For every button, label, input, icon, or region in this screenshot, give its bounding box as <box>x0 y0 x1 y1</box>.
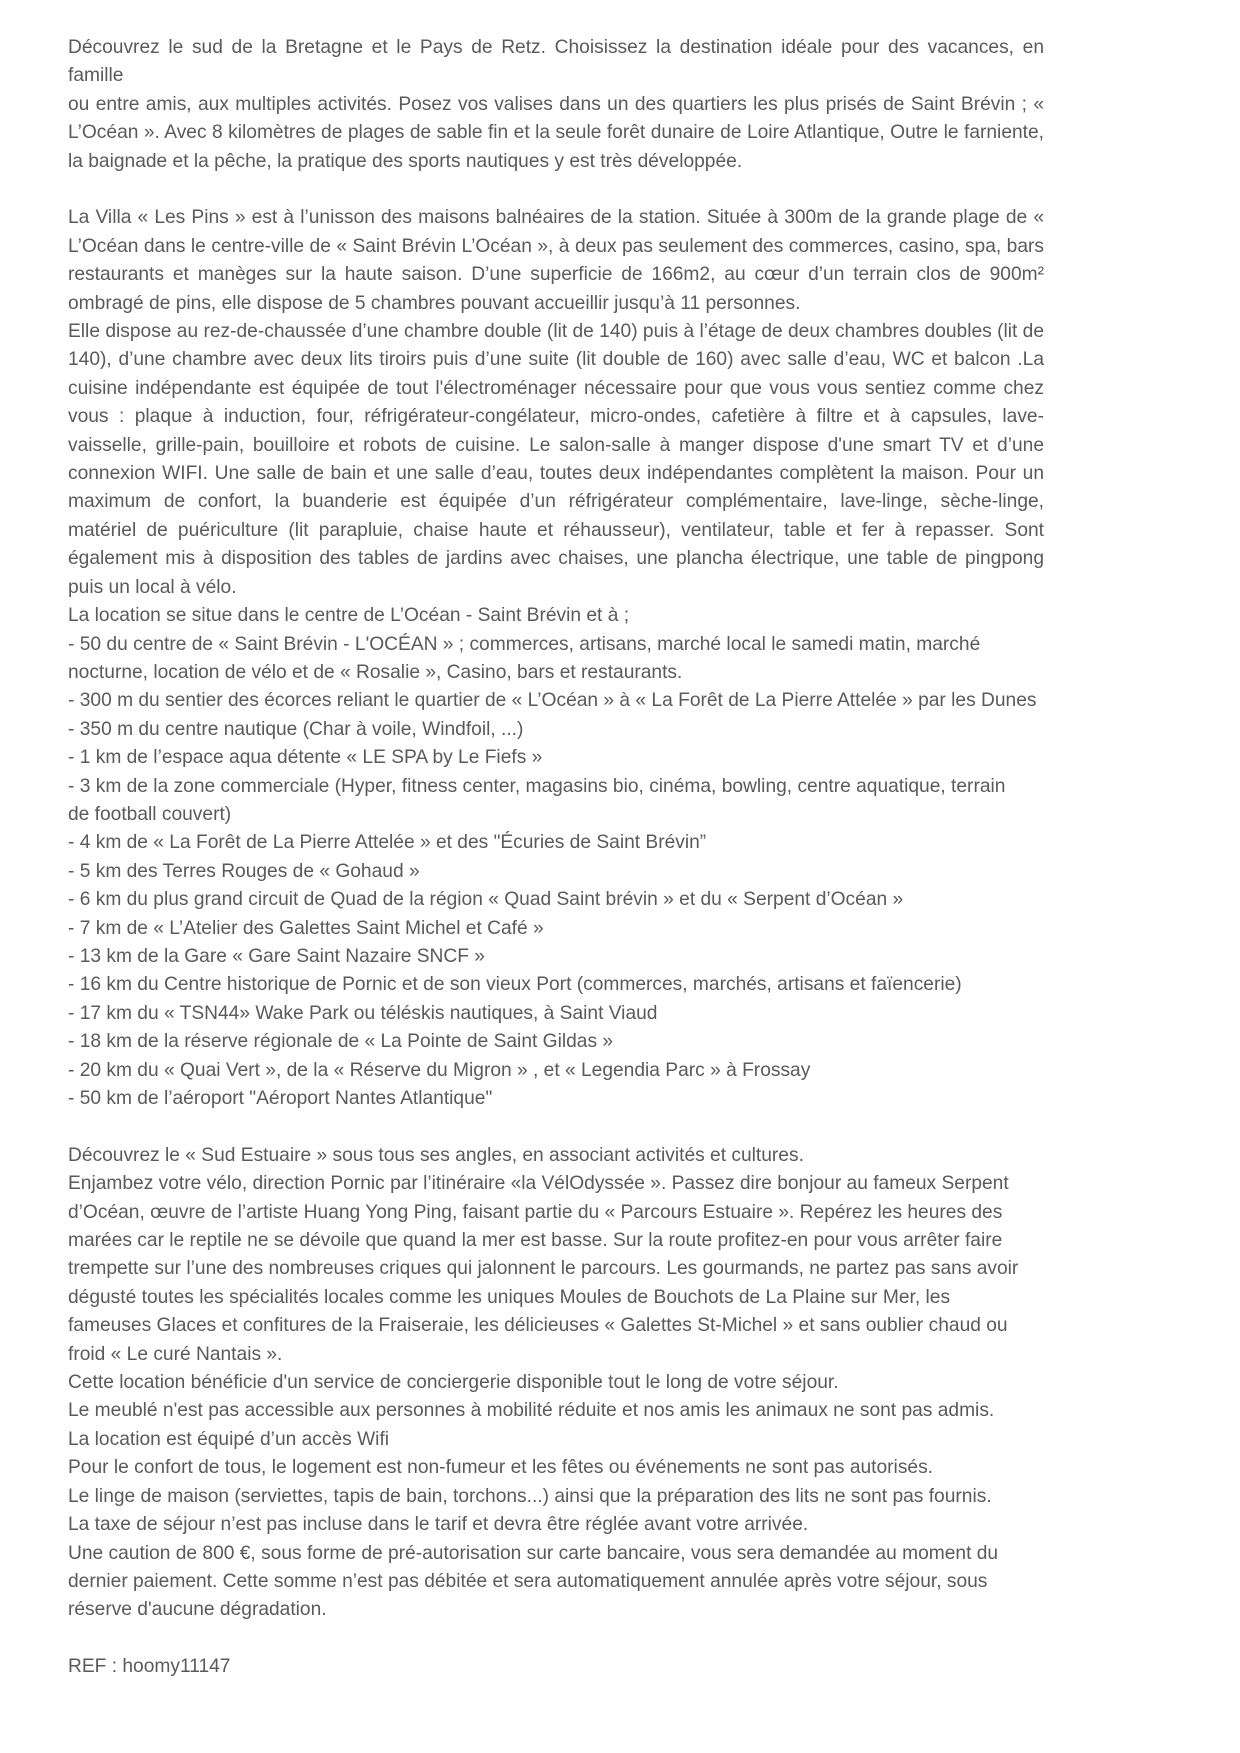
document-page <box>68 34 1044 1682</box>
text-line: également mis à disposition des tables de jardins avec chaises, une plancha électrique, une table de pingpong <box>68 548 1044 570</box>
wifi-line: La location est équipé d’un accès Wifi <box>68 1428 390 1450</box>
text-line: ou entre amis, aux multiples activités. Posez vos valises dans un des quartiers les plus prisés de Saint Brévin ; « <box>68 93 1044 115</box>
paragraph-gap <box>68 176 1044 204</box>
text-line: puis un local à vélo. <box>68 576 237 598</box>
text-line: la baignade et la pêche, la pratique des sports nautiques y est très développée. <box>68 150 743 172</box>
text-line: fameuses Glaces et confitures de la Fraiseraie, les délicieuses « Galettes St-Michel » et sans oublier chaud ou <box>68 1315 1008 1337</box>
distance-item: - 50 km de l’aéroport "Aéroport Nantes Atlantique" <box>68 1088 493 1110</box>
distance-item: - 4 km de « La Forêt de La Pierre Attelée » et des "Écuries de Saint Brévin” <box>68 832 707 854</box>
text-line: restaurants et manèges sur la haute saison. D’une superficie de 166m2, au cœur d’un terrain clos de 900m² <box>68 264 1044 286</box>
text-line: Découvrez le sud de la Bretagne et le Pays de Retz. Choisissez la destination idéale pour des vacances, en famille <box>68 37 1044 87</box>
intro-paragraph <box>68 34 1044 176</box>
paragraph-gap <box>68 1113 1044 1141</box>
distance-item: - 7 km de « L’Atelier des Galettes Saint Michel et Café » <box>68 917 544 939</box>
reference-paragraph <box>68 1653 1044 1681</box>
text-line: vous : plaque à induction, four, réfrigérateur-congélateur, micro-ondes, cafetière à filtre et à capsules, lave- <box>68 406 1044 428</box>
text-line: Enjambez votre vélo, direction Pornic par l’itinéraire «la VélOdyssée ». Passez dire bonjour au fameux Serpent <box>68 1173 1009 1195</box>
distance-item: - 300 m du sentier des écorces reliant le quartier de « L’Océan » à « La Forêt de La Pierre Attelée » par les Dunes <box>68 690 1037 712</box>
text-line: connexion WIFI. Une salle de bain et une salle d’eau, toutes deux indépendantes complètent la maison. Pour un <box>68 463 1044 485</box>
text-line: dégusté toutes les spécialités locales comme les uniques Moules de Bouchots de La Plaine sur Mer, les <box>68 1286 951 1308</box>
location-heading: La location se situe dans le centre de L’Océan - Saint Brévin et à ; <box>68 605 630 627</box>
rooms-paragraph <box>68 318 1044 602</box>
distance-item: - 5 km des Terres Rouges de « Gohaud » <box>68 860 420 882</box>
distance-item: - 16 km du Centre historique de Pornic et de son vieux Port (commerces, marchés, artisans et faïencerie) <box>68 974 962 996</box>
text-line: matériel de puériculture (lit parapluie, chaise haute et réhausseur), ventilateur, table et fer à repasser. Sont <box>68 519 1044 541</box>
deposit-line: Une caution de 800 €, sous forme de pré-autorisation sur carte bancaire, vous sera demandée au moment du <box>68 1542 999 1564</box>
text-line: L’Océan ». Avec 8 kilomètres de plages de sable fin et la seule forêt dunaire de Loire Atlantique, Outre le farniente, <box>68 122 1044 144</box>
text-line: Découvrez le « Sud Estuaire » sous tous ses angles, en associant activités et cultures. <box>68 1144 804 1166</box>
text-line: vaisselle, grille-pain, bouilloire et robots de cuisine. Le salon-salle à manger dispose d'une smart TV et d’une <box>68 434 1044 456</box>
location-section <box>68 602 1044 1113</box>
conciergerie-line: Cette location bénéficie d'un service de conciergerie disponible tout le long de votre séjour. <box>68 1372 839 1394</box>
text-line: L’Océan dans le centre-ville de « Saint Brévin L’Océan », à deux pas seulement des commerces, casino, spa, bars <box>68 235 1044 257</box>
distance-item: - 13 km de la Gare « Gare Saint Nazaire SNCF » <box>68 945 485 967</box>
linen-line: Le linge de maison (serviettes, tapis de bain, torchons...) ainsi que la préparation des lits ne sont pas fournis. <box>68 1485 992 1507</box>
text-line: maximum de confort, la buanderie est équipée d’un réfrigérateur complémentaire, lave-linge, sèche-linge, <box>68 491 1044 513</box>
smoking-line: Pour le confort de tous, le logement est non-fumeur et les fêtes ou événements ne sont pas autorisés. <box>68 1457 934 1479</box>
text-line: ombragé de pins, elle dispose de 5 chambres pouvant accueillir jusqu’à 11 personnes. <box>68 292 801 314</box>
deposit-line: réserve d'aucune dégradation. <box>68 1599 327 1621</box>
distance-item: - 3 km de la zone commerciale (Hyper, fitness center, magasins bio, cinéma, bowling, centre aquatique, terrain <box>68 775 1006 797</box>
text-line: d’Océan, œuvre de l’artiste Huang Yong Ping, faisant partie du « Parcours Estuaire ». Repérez les heures des <box>68 1201 1003 1223</box>
distance-item: - 1 km de l’espace aqua détente « LE SPA by Le Fiefs » <box>68 747 543 769</box>
distance-item: de football couvert) <box>68 803 232 825</box>
text-line: 140), d’une chambre avec deux lits tiroirs puis d’une suite (lit double de 160) avec salle d’eau, WC et balcon .La <box>68 349 1044 371</box>
distance-item: - 20 km du « Quai Vert », de la « Réserve du Migron » , et « Legendia Parc » à Frossay <box>68 1059 811 1081</box>
text-line: cuisine indépendante est équipée de tout l'électroménager nécessaire pour que vous vous sentiez comme chez <box>68 377 1044 399</box>
discover-paragraph <box>68 1142 1044 1625</box>
distance-item: - 6 km du plus grand circuit de Quad de la région « Quad Saint brévin » et du « Serpent d’Océan » <box>68 889 904 911</box>
reference-code: REF : hoomy11147 <box>68 1656 231 1678</box>
deposit-line: dernier paiement. Cette somme n’est pas débitée et sera automatiquement annulée après votre séjour, sous <box>68 1570 988 1592</box>
paragraph-gap <box>68 1625 1044 1653</box>
text-line: froid « Le curé Nantais ». <box>68 1343 283 1365</box>
tax-line: La taxe de séjour n’est pas incluse dans le tarif et devra être réglée avant votre arrivée. <box>68 1514 809 1536</box>
distance-item: - 18 km de la réserve régionale de « La Pointe de Saint Gildas » <box>68 1031 614 1053</box>
distance-item: nocturne, location de vélo et de « Rosalie », Casino, bars et restaurants. <box>68 661 683 683</box>
villa-paragraph <box>68 204 1044 318</box>
text-line: La Villa « Les Pins » est à l’unisson des maisons balnéaires de la station. Située à 300m de la grande plage de « <box>68 207 1044 229</box>
distance-item: - 350 m du centre nautique (Char à voile, Windfoil, ...) <box>68 718 524 740</box>
text-line: trempette sur l’une des nombreuses criques qui jalonnent le parcours. Les gourmands, ne partez pas sans avoir <box>68 1258 1019 1280</box>
text-line: Elle dispose au rez-de-chaussée d’une chambre double (lit de 140) puis à l’étage de deux chambres doubles (lit de <box>68 321 1044 343</box>
accessibility-line: Le meublé n'est pas accessible aux personnes à mobilité réduite et nos amis les animaux ne sont pas admis. <box>68 1400 995 1422</box>
text-line: marées car le reptile ne se dévoile que quand la mer est basse. Sur la route profitez-en pour vous arrêter faire <box>68 1230 1003 1252</box>
distance-item: - 50 du centre de « Saint Brévin - L'OCÉAN » ; commerces, artisans, marché local le samedi matin, marché <box>68 633 981 655</box>
distance-item: - 17 km du « TSN44» Wake Park ou téléskis nautiques, à Saint Viaud <box>68 1002 658 1024</box>
